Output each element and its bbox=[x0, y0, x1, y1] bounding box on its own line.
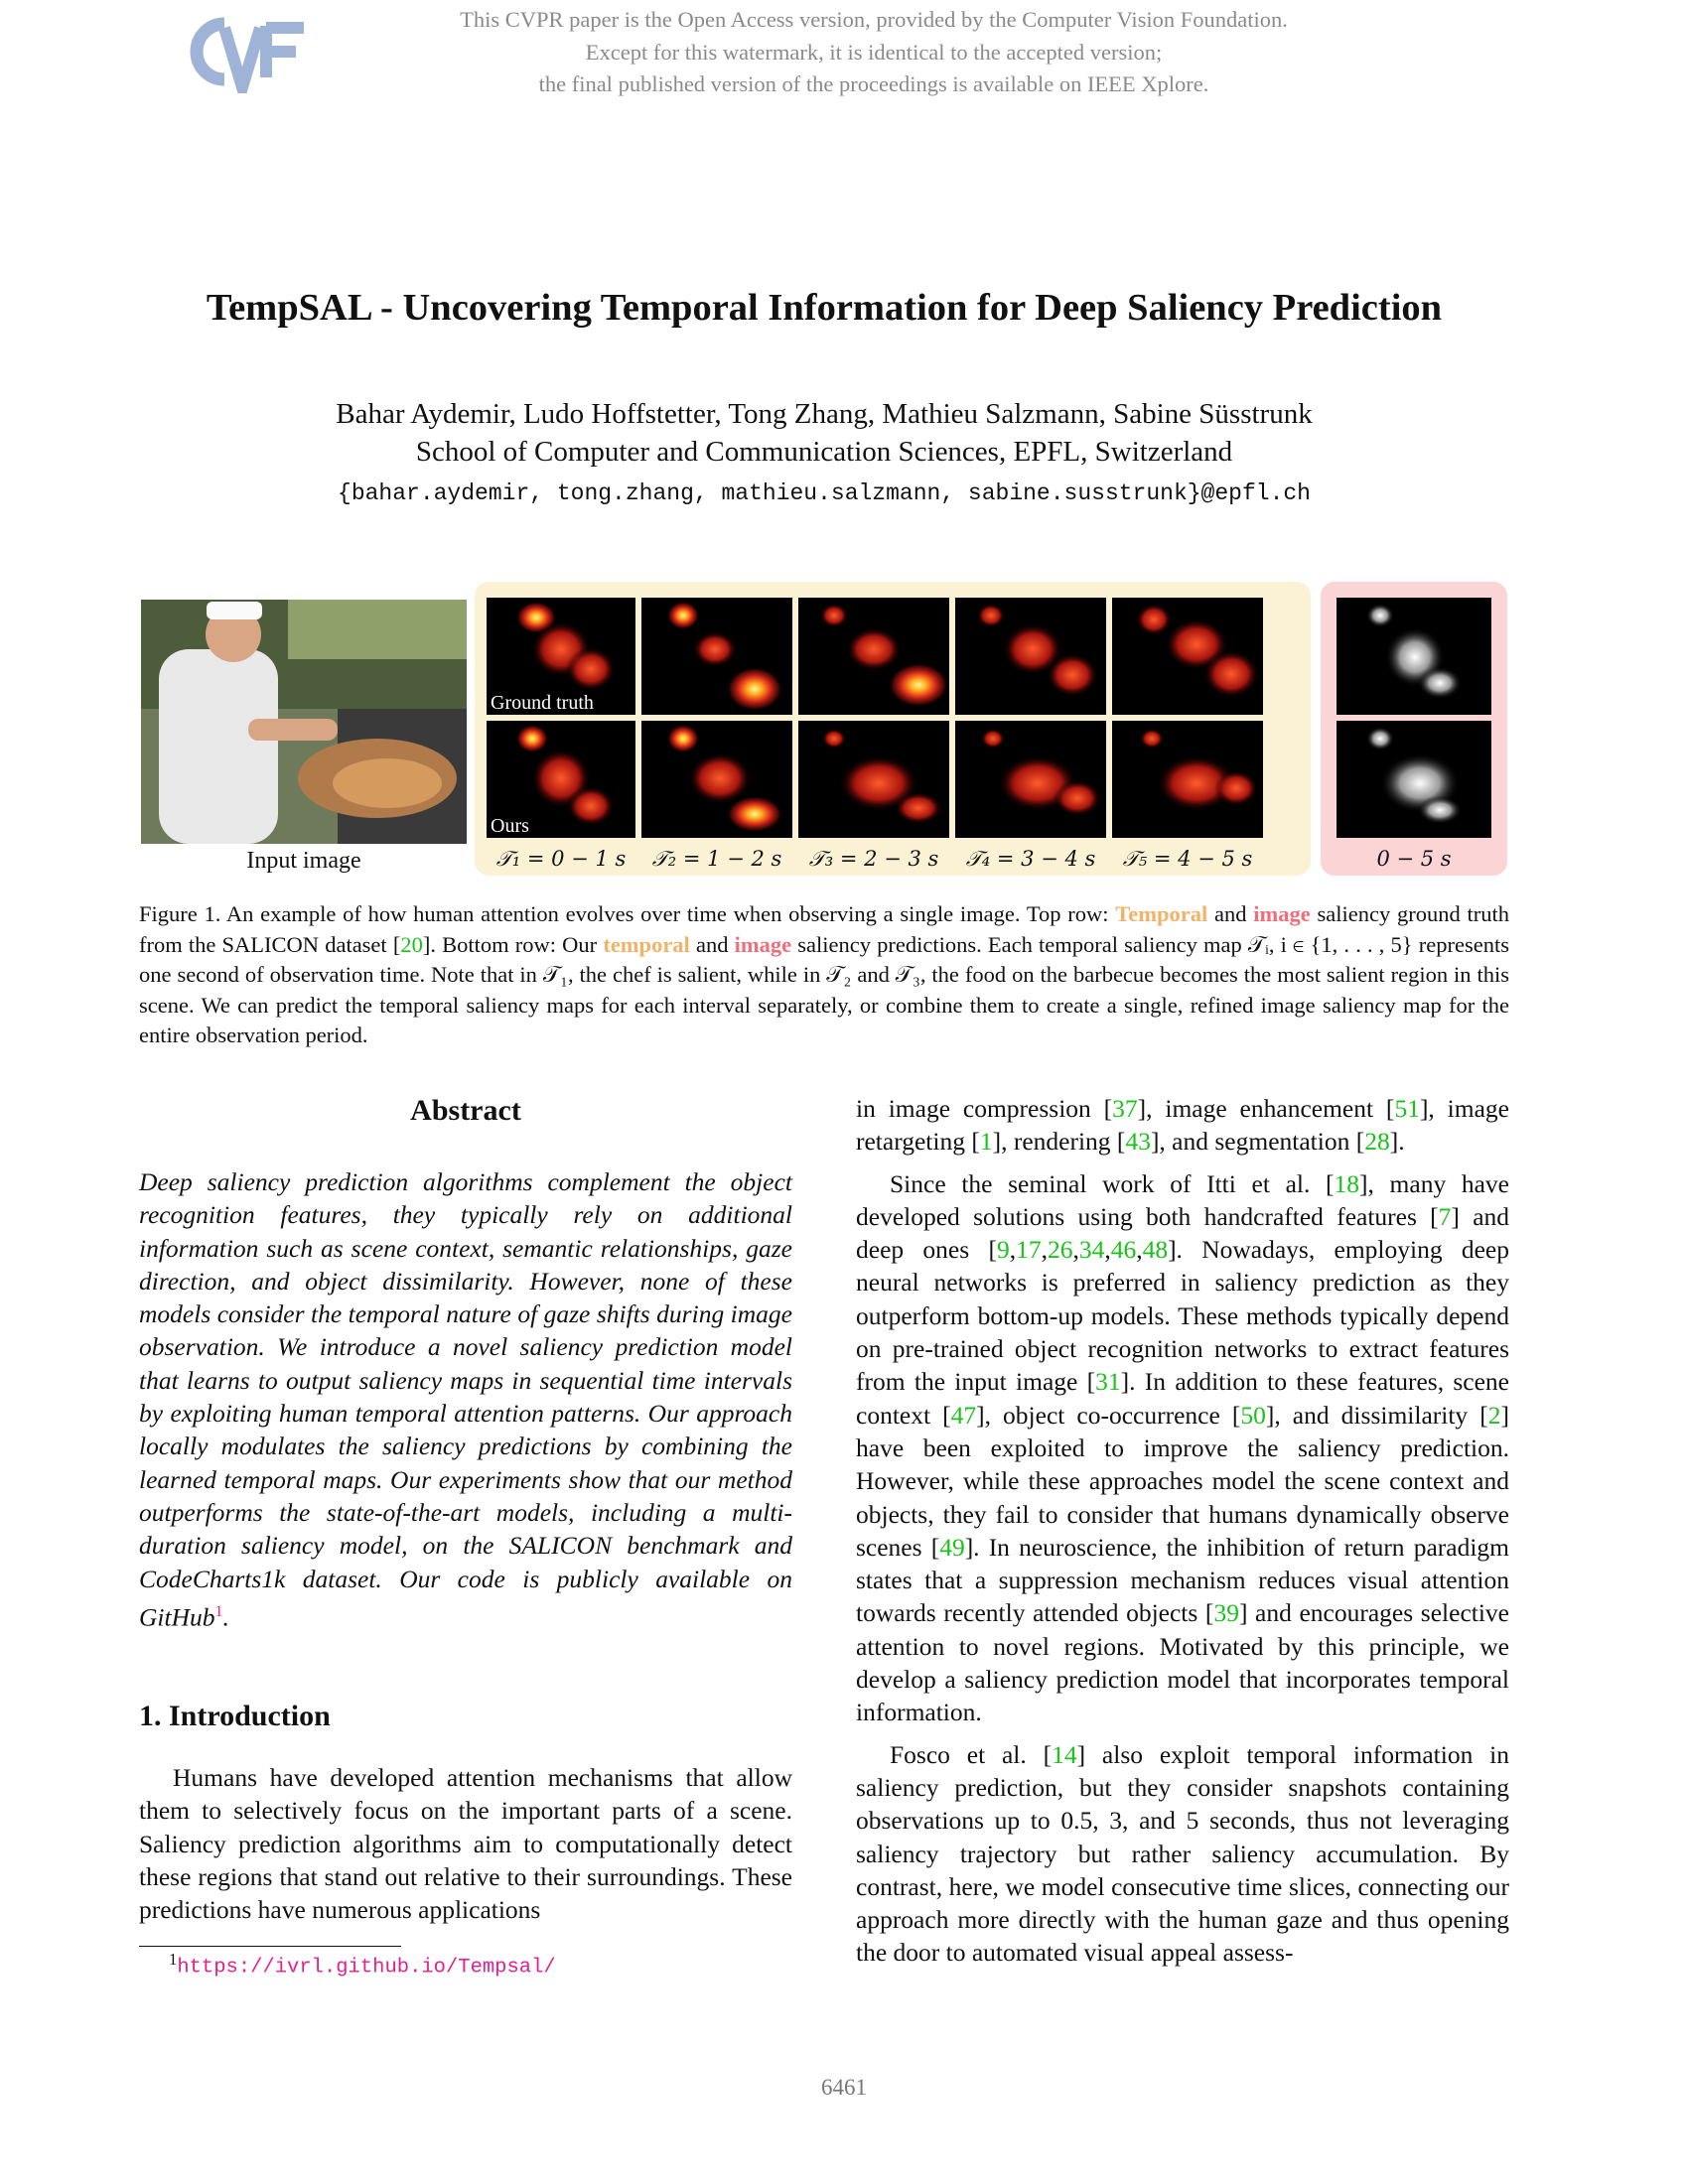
gt-map-5 bbox=[1112, 598, 1263, 715]
caption-text: ]. Bottom row: Our bbox=[422, 931, 604, 957]
citation-link[interactable]: 7 bbox=[1438, 1201, 1452, 1231]
caption-text: Figure 1. An example of how human attention evolves over time when observing a single image. Top row: bbox=[139, 901, 1116, 926]
page-number: 6461 bbox=[821, 2075, 867, 2100]
prediction-row bbox=[487, 721, 1263, 838]
ground-truth-label: Ground truth bbox=[491, 692, 594, 714]
abstract-text: Deep saliency prediction algorithms complement the object recognition features, they typically rely on additional information such as scene context, semantic relationships, gaze direction, and object dissimilarity. However, none of these models consider the temporal nature of gaze shifts during image observation. We introduce a novel saliency prediction model that learns to output saliency maps in sequential time intervals by exploiting human temporal attention patterns. Our approach locally modulates the saliency predictions by combining the learned temporal maps. Our experiments show that our method outperforms the state-of-the-art models, including a multi-duration saliency model, on the SALICON benchmark and CodeCharts1k dataset. Our code is publicly available on GitHub bbox=[139, 1167, 792, 1632]
citation-link[interactable]: 20 bbox=[400, 931, 423, 957]
citation-link[interactable]: 26 bbox=[1047, 1235, 1073, 1265]
citation-link[interactable]: 37 bbox=[1112, 1094, 1138, 1123]
pred-map-3 bbox=[798, 721, 949, 838]
gt-map-3 bbox=[798, 598, 949, 715]
abstract-heading: Abstract bbox=[410, 1094, 521, 1127]
caption-image: image bbox=[1253, 901, 1311, 926]
citation-link[interactable]: 48 bbox=[1142, 1235, 1169, 1265]
citation-link[interactable]: 31 bbox=[1095, 1367, 1121, 1397]
combined-interval-label: 0 − 5 s bbox=[1376, 847, 1452, 871]
interval-label-3: 𝒯₃ = 2 − 3 s bbox=[808, 847, 939, 871]
caption-temporal: temporal bbox=[603, 931, 690, 957]
authors: Bahar Aydemir, Ludo Hoffstetter, Tong Zhang, Mathieu Salzmann, Sabine Süsstrunk bbox=[336, 398, 1313, 430]
author-block bbox=[0, 395, 1648, 471]
ground-truth-row bbox=[487, 598, 1263, 715]
citation-link[interactable]: 49 bbox=[939, 1532, 965, 1562]
gt-map-4 bbox=[955, 598, 1106, 715]
footnote-url-link[interactable]: https://ivrl.github.io/Tempsal/ bbox=[177, 1956, 556, 1979]
citation-link[interactable]: 39 bbox=[1213, 1598, 1239, 1628]
footnote-marker[interactable]: 1 bbox=[214, 1602, 223, 1620]
pred-map-2 bbox=[641, 721, 792, 838]
citation-link[interactable]: 28 bbox=[1364, 1127, 1390, 1157]
interval-label-2: 𝒯₂ = 1 − 2 s bbox=[651, 847, 782, 871]
abstract-end: . bbox=[222, 1602, 229, 1632]
interval-label-4: 𝒯₄ = 3 − 4 s bbox=[965, 847, 1096, 871]
citation-link[interactable]: 50 bbox=[1240, 1400, 1266, 1430]
citation-link[interactable]: 34 bbox=[1078, 1235, 1105, 1265]
interval-label-5: 𝒯₅ = 4 − 5 s bbox=[1122, 847, 1253, 871]
pred-map-5 bbox=[1112, 721, 1263, 838]
author-emails: {bahar.aydemir, tong.zhang, mathieu.salzmann, sabine.susstrunk}@epfl.ch bbox=[338, 480, 1311, 506]
cvf-logo bbox=[185, 14, 308, 98]
caption-text: saliency predictions. Each temporal saliency map 𝒯ᵢ, i ∈ {1, . . . , 5} represents one second of observation time. Note that in 𝒯₁, the chef is salient, while in 𝒯₂ and 𝒯₃, the food on the barbecue becomes the most salient region in this scene. We can predict the temporal saliency maps for each interval separately, or combine them to create a single, refined image saliency map for the entire observation period. bbox=[139, 931, 1509, 1047]
citation-link[interactable]: 9 bbox=[996, 1235, 1010, 1265]
footnote-divider bbox=[139, 1946, 401, 1947]
citation-link[interactable]: 46 bbox=[1110, 1235, 1137, 1265]
right-paragraph-0: in image compression [37], image enhancement [51], image retargeting [1], rendering [43], and segmentation [28]. bbox=[856, 1094, 1509, 1157]
caption-text: and bbox=[1207, 901, 1254, 926]
interval-label-1: 𝒯₁ = 0 − 1 s bbox=[495, 847, 627, 871]
citation-link[interactable]: 2 bbox=[1487, 1400, 1501, 1430]
citation-link[interactable]: 47 bbox=[950, 1400, 977, 1430]
watermark-line-1: This CVPR paper is the Open Access version, provided by the Computer Vision Foundation. bbox=[460, 7, 1288, 32]
figure-1-caption bbox=[139, 899, 1509, 1051]
input-image-label: Input image bbox=[246, 848, 361, 874]
input-image bbox=[141, 600, 467, 844]
citation-link[interactable]: 1 bbox=[979, 1127, 993, 1157]
figure-1 bbox=[139, 580, 1509, 878]
introduction-body bbox=[139, 1761, 792, 1926]
caption-text: saliency ground truth from the SALICON dataset [ bbox=[139, 901, 1509, 957]
right-paragraph-2: Fosco et al. [14] also exploit temporal information in saliency prediction, but they consider snapshots containing observations up to 0.5, 3, and 5 seconds, thus not leveraging saliency trajectory but rather saliency accumulation. By contrast, here, we model consecutive time slices, connecting our approach more directly with the human gaze and thus opening the door to automated visual appeal assess- bbox=[856, 1739, 1509, 1968]
footnote bbox=[169, 1950, 556, 1979]
abstract-body bbox=[139, 1165, 792, 1634]
citation-link[interactable]: 43 bbox=[1125, 1127, 1151, 1157]
right-paragraph-1: Since the seminal work of Itti et al. [18], many have developed solutions using both handcrafted features [7] and deep ones [9,17,26,34,46,48]. Nowadays, employing deep neural networks is preferred in saliency prediction as they outperform bottom-up models. These methods typically depend on pre-trained object recognition networks to extract features from the input image [31]. In addition to these features, scene context [47], object co-occurrence [50], and dissimilarity [2] have been exploited to improve the saliency prediction. However, while these approaches model the scene context and objects, they fail to consider that humans dynamically observe scenes [49]. In neuroscience, the inhibition of return paradigm states that a suppression mechanism reduces visual attention towards recently attended objects [39] and encourages selective attention to novel regions. Motivated by this principle, we develop a saliency prediction model that incorporates temporal information. bbox=[856, 1168, 1510, 1727]
citation-link[interactable]: 17 bbox=[1016, 1235, 1042, 1265]
affiliation: School of Computer and Communication Sciences, EPFL, Switzerland bbox=[415, 436, 1233, 468]
citation-link[interactable]: 51 bbox=[1394, 1094, 1420, 1123]
caption-image: image bbox=[734, 931, 792, 957]
caption-text: and bbox=[689, 931, 735, 957]
pred-image-map bbox=[1336, 721, 1491, 838]
paper-title: TempSAL - Uncovering Temporal Information for Deep Saliency Prediction bbox=[206, 287, 1443, 329]
introduction-heading: 1. Introduction bbox=[139, 1700, 331, 1732]
citation-link[interactable]: 18 bbox=[1334, 1168, 1360, 1198]
citation-link[interactable]: 14 bbox=[1052, 1739, 1077, 1769]
footnote-number: 1 bbox=[169, 1950, 178, 1969]
gt-image-map bbox=[1336, 598, 1491, 715]
watermark-line-3: the final published version of the proceedings is available on IEEE Xplore. bbox=[538, 71, 1209, 96]
watermark-line-2: Except for this watermark, it is identical to the accepted version; bbox=[585, 39, 1163, 65]
ours-label: Ours bbox=[491, 815, 529, 837]
intro-paragraph-1: Humans have developed attention mechanisms that allow them to selectively focus on the important parts of a scene. Saliency prediction algorithms aim to computationally detect these regions that stand out relative to their surroundings. These predictions have numerous applications bbox=[139, 1763, 792, 1925]
caption-temporal: Temporal bbox=[1115, 901, 1208, 926]
gt-map-2 bbox=[641, 598, 792, 715]
watermark bbox=[377, 4, 1370, 101]
pred-map-4 bbox=[955, 721, 1106, 838]
right-column bbox=[856, 1092, 1509, 1970]
